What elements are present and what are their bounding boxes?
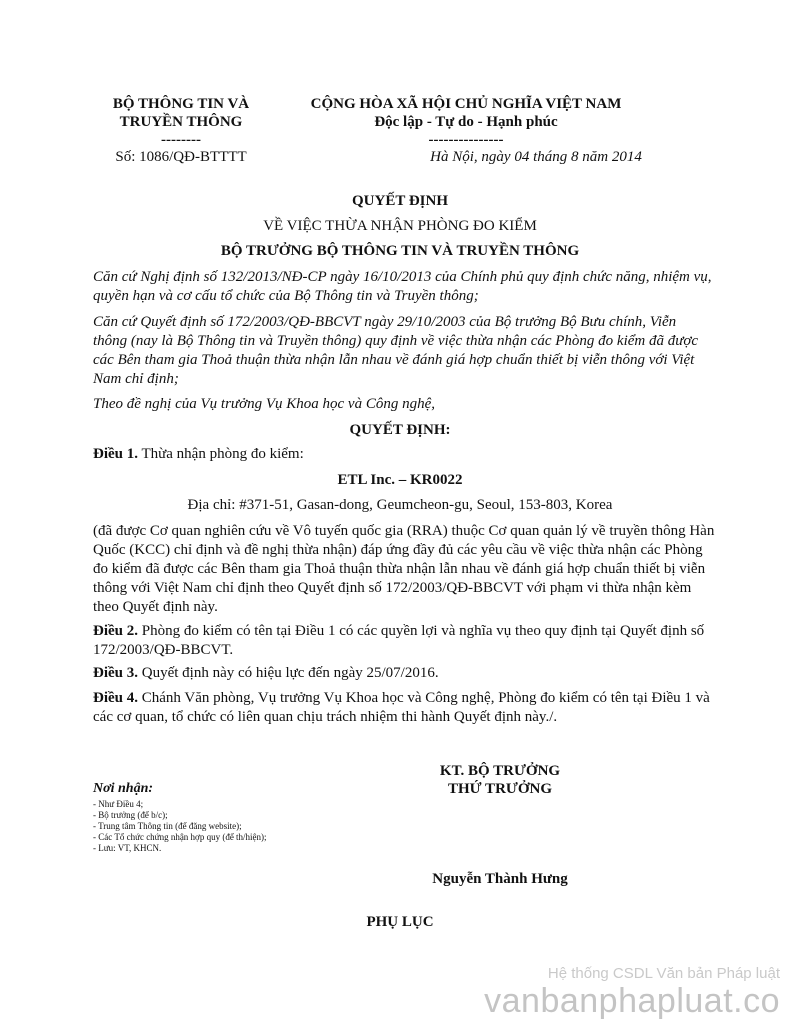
legal-basis-1: Căn cứ Nghị định số 132/2013/NĐ-CP ngày 16/10/2013 của Chính phủ quy định chức năng, nhiệm vụ, quyền hạn và cơ cấu tổ chức của Bộ Thông tin và Truyền thông; (93, 269, 712, 304)
recipient-item: - Lưu: VT, KHCN. (93, 843, 162, 853)
article-1 (93, 445, 713, 464)
recipients-list (93, 799, 393, 854)
country-name: CỘNG HÒA XÃ HỘI CHỦ NGHĨA VIỆT NAM (310, 96, 622, 112)
signature-block (400, 762, 600, 798)
issuing-authority: BỘ TRƯỞNG BỘ THÔNG TIN VÀ TRUYỀN THÔNG (220, 243, 580, 259)
watermark-line2: vanbanphapluat.co (484, 982, 780, 1020)
signer-name: Nguyễn Thành Hưng (432, 871, 568, 887)
article-3-text: Quyết định này có hiệu lực đến ngày 25/07/2016. (138, 665, 439, 681)
article-1-label: Điều 1. (93, 446, 138, 462)
article-4 (93, 689, 713, 727)
article-1-detail: (đã được Cơ quan nghiên cứu về Vô tuyến quốc gia (RRA) thuộc Cơ quan quản lý về truyền thông Hàn Quốc (KCC) chỉ định và đề nghị thừa nhận) đáp ứng đầy đủ các yêu cầu về việc thừa nhận các Phòng đo kiểm đã được các Bên tham gia Thoả thuận thừa nhận lẫn nhau về đánh giá hợp chuẩn thiết bị viễn thông với Việt Nam chỉ định theo Quyết định số 172/2003/QĐ-BBCVT với phạm vi thừa nhận kèm theo Quyết định này. (93, 523, 715, 615)
document-number: Số: 1086/QĐ-BTTTT (115, 149, 247, 165)
article-4-label: Điều 4. (93, 690, 138, 706)
signature-title: KT. BỘ TRƯỞNG (439, 763, 561, 779)
document-heading: QUYẾT ĐỊNH (352, 193, 448, 209)
motto-separator: --------------- (428, 132, 504, 148)
article-2-label: Điều 2. (93, 623, 138, 639)
recipients-title: Nơi nhận: (93, 781, 154, 796)
appendix-heading: PHỤ LỤC (366, 914, 434, 930)
lab-name: ETL Inc. – KR0022 (337, 472, 463, 488)
article-2 (93, 622, 718, 660)
watermark-line1: Hệ thống CSDL Văn bản Pháp luật (547, 965, 780, 982)
national-title-block (286, 95, 646, 149)
national-motto: Độc lập - Tự do - Hạnh phúc (374, 114, 558, 130)
agency-block (86, 95, 276, 149)
article-3-label: Điều 3. (93, 665, 138, 681)
legal-basis-3: Theo đề nghị của Vụ trưởng Vụ Khoa học và Công nghệ, (93, 396, 435, 412)
article-1-text: Thừa nhận phòng đo kiểm: (138, 446, 304, 462)
place-date: Hà Nội, ngày 04 tháng 8 năm 2014 (430, 149, 642, 165)
agency-name-line2: TRUYỀN THÔNG (119, 114, 243, 130)
document-subject: VỀ VIỆC THỪA NHẬN PHÒNG ĐO KIỂM (263, 218, 537, 234)
article-2-text: Phòng đo kiểm có tên tại Điều 1 có các quyền lợi và nghĩa vụ theo quy định tại Quyết định số 172/2003/QĐ-BBCVT. (93, 623, 705, 658)
recipient-item: - Trung tâm Thông tin (để đăng website); (93, 821, 242, 831)
recipient-item: - Các Tổ chức chứng nhận hợp quy (để th/hiện); (93, 832, 267, 842)
article-3 (93, 664, 713, 683)
lab-address: Địa chỉ: #371-51, Gasan-dong, Geumcheon-gu, Seoul, 153-803, Korea (187, 497, 613, 513)
decision-heading: QUYẾT ĐỊNH: (349, 422, 451, 438)
recipient-item: - Bộ trưởng (để b/c); (93, 810, 168, 820)
article-4-text: Chánh Văn phòng, Vụ trưởng Vụ Khoa học và Công nghệ, Phòng đo kiểm có tên tại Điều 1 và các cơ quan, tổ chức có liên quan chịu trách nhiệm thi hành Quyết định này./. (93, 690, 710, 725)
agency-name-line1: BỘ THÔNG TIN VÀ (112, 96, 250, 112)
legal-basis-2: Căn cứ Quyết định số 172/2003/QĐ-BBCVT ngày 29/10/2003 của Bộ trưởng Bộ Bưu chính, Viễn thông (nay là Bộ Thông tin và Truyền thông) quy định về việc thừa nhận các Phòng đo kiểm đã được các Bên tham gia Thoả thuận thừa nhận lẫn nhau về đánh giá hợp chuẩn thiết bị viễn thông với Việt Nam chỉ định; (93, 314, 699, 387)
agency-separator: -------- (161, 132, 201, 148)
recipient-item: - Như Điều 4; (93, 799, 144, 809)
signature-subtitle: THỨ TRƯỞNG (447, 781, 553, 797)
